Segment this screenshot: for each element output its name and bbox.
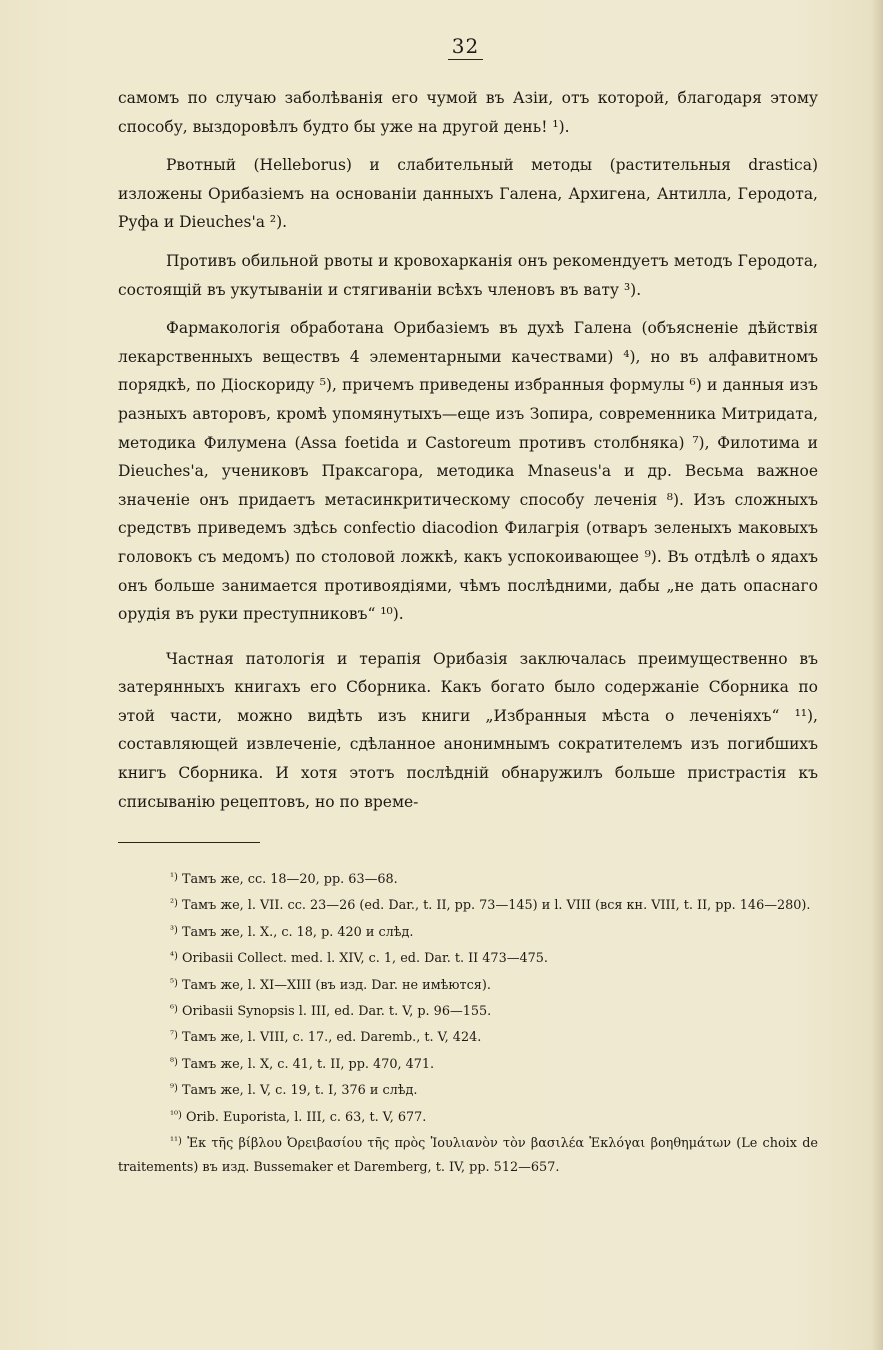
footnote-number: ⁹) <box>170 1083 178 1095</box>
footnote-divider <box>118 842 260 843</box>
main-text <box>118 84 818 826</box>
footnote <box>118 1104 818 1130</box>
footnote-number: ⁷) <box>170 1030 178 1042</box>
footnote <box>118 919 818 945</box>
footnotes <box>118 866 818 1181</box>
footnote-text: Oribasii Synopsis l. III, ed. Dar. t. V, p. 96—155. <box>182 1004 492 1020</box>
footnote <box>118 972 818 998</box>
footnote-text: Тамъ же, l. VII. сс. 23—26 (ed. Dar., t. II, pp. 73—145) и l. VIII (вся кн. VIII, t. II, pp. 146—280). <box>182 898 811 914</box>
footnote-number: ³) <box>170 924 178 936</box>
footnote-text: Тамъ же, l. V, c. 19, t. I, 376 и слѣд. <box>182 1083 418 1099</box>
footnote <box>118 1077 818 1103</box>
footnote-number: ¹) <box>170 872 178 883</box>
footnote-text: Тамъ же, сс. 18—20, pp. 63—68. <box>182 872 398 887</box>
page-edge-shadow <box>871 0 883 1350</box>
footnote-text: Oribasii Collect. med. l. XIV, c. 1, ed. Dar. t. II 473—475. <box>182 951 548 967</box>
footnote <box>118 1024 818 1050</box>
footnote-number: ⁵) <box>170 977 178 989</box>
footnote-number: ⁶) <box>170 1004 178 1016</box>
footnote-number: ²) <box>170 898 178 910</box>
footnote <box>118 998 818 1024</box>
footnote <box>118 892 818 918</box>
page-number <box>0 34 883 60</box>
page-number-text: 32 <box>448 34 483 60</box>
footnote <box>118 866 818 892</box>
footnote-text: Тамъ же, l. X, c. 41, t. II, pp. 470, 471. <box>182 1056 435 1072</box>
footnote-text: Ἐκ τῆς βίβλου Ὀρειβασίου τῆς πρὸς Ἰουλιανὸν τὸν βασιλέα Ἐκλόγαι βοηθημάτων (Le choix de traitements) въ изд. Bussemaker et Daremberg, t. IV, pp. 512—657. <box>118 1136 818 1176</box>
footnote-number: ⁴) <box>170 951 178 963</box>
paragraph-5: Частная патологія и терапія Орибазія заключалась преимущественно въ затерянныхъ книгахъ его Сборника. Какъ богато было содержаніе Сборника по этой части, можно видѣть изъ книги „Избранныя мѣста о леченіяхъ“ ¹¹), составляющей извлеченіе, сдѣланное анонимнымъ сократителемъ изъ погибшихъ книгъ Сборника. И хотя этотъ послѣдній обнаружилъ больше пристрастія къ списыванію рецептовъ, но по време- <box>118 649 818 811</box>
footnote <box>118 945 818 971</box>
footnote-number: ⁸) <box>170 1056 178 1068</box>
paragraph-1: самомъ по случаю заболѣванія его чумой въ Азіи, отъ которой, благодаря этому способу, выздоровѣлъ будто бы уже на другой день! ¹). <box>118 89 818 136</box>
footnote-text: Тамъ же, l. X., c. 18, p. 420 и слѣд. <box>182 924 414 940</box>
paragraph-2: Рвотный (Helleborus) и слабительный методы (растительныя drastica) изложены Орибазіемъ на основаніи данныхъ Галена, Архигена, Антилла, Геродота, Руфа и Dieuches'а ²). <box>118 156 818 232</box>
paragraph-4: Фармакологія обработана Орибазіемъ въ духѣ Галена (объясненіе дѣйствія лекарственныхъ веществъ 4 элементарными качествами) ⁴), но въ алфавитномъ порядкѣ, по Діоскориду ⁵), причемъ приведены избранныя формулы ⁶) и данныя изъ разныхъ авторовъ, кромѣ упомянутыхъ—еще изъ Зопира, современника Митридата, методика Филумена (Assa foetida и Castoreum противъ столбняка) ⁷), Филотима и Dieuches'а, учениковъ Праксагора, методика Mnaseus'а и др. Весьма важное значеніе онъ придаетъ метасинкритическому способу леченія ⁸). Изъ сложныхъ средствъ приведемъ здѣсь confectio diacodion Филагрія (отваръ зеленыхъ маковыхъ головокъ съ медомъ) по столовой ложкѣ, какъ успокоивающее ⁹). Въ отдѣлѣ о ядахъ онъ больше занимается противоядіями, чѣмъ послѣдними, дабы „не дать опаснаго орудія въ руки преступниковъ“ ¹⁰). <box>118 319 818 624</box>
paragraph-3: Противъ обильной рвоты и кровохарканія онъ рекомендуетъ методъ Геродота, состоящій въ укутываніи и стягиваніи всѣхъ членовъ въ вату ³). <box>118 251 818 299</box>
footnote-number: ¹¹) <box>170 1136 182 1148</box>
footnote-text: Тамъ же, l. VIII, c. 17., ed. Daremb., t. V, 424. <box>182 1030 482 1046</box>
footnote-number: ¹⁰) <box>170 1109 182 1121</box>
footnote <box>118 1130 818 1181</box>
footnote <box>118 1051 818 1077</box>
footnote-text: Тамъ же, l. XI—XIII (въ изд. Dar. не имѣются). <box>182 977 491 993</box>
footnote-text: Orib. Euporista, l. III, c. 63, t. V, 677. <box>186 1109 427 1125</box>
